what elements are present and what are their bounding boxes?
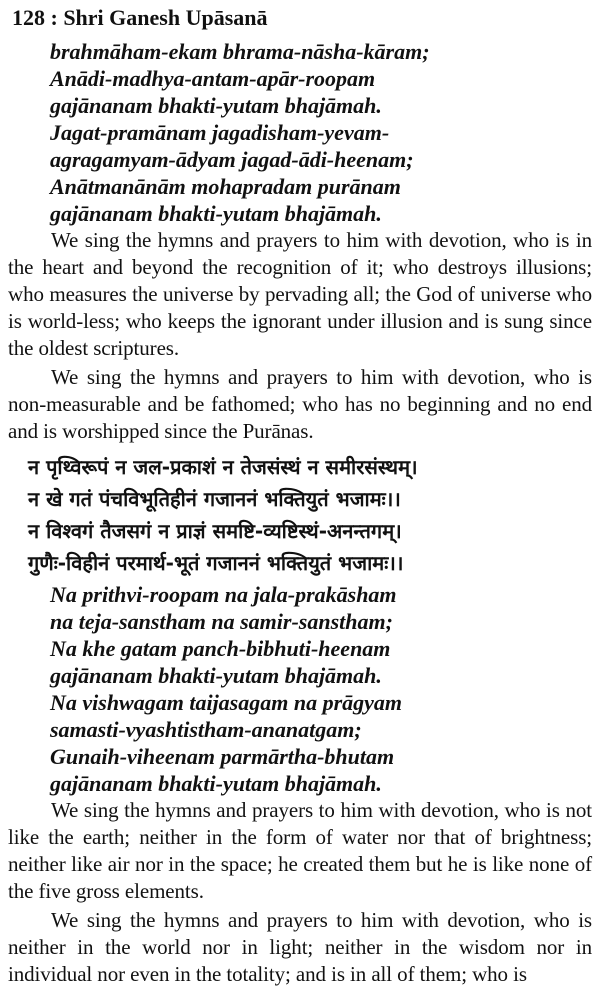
page-header: 128 : Shri Ganesh Upāsanā — [12, 5, 268, 30]
verse-line: gajānanam bhakti-yutam bhajāmah. — [50, 663, 382, 688]
translation-paragraph: We sing the hymns and prayers to him with devotion, who is in the heart and beyond the recognition of it; who destroys illusions; who measures the universe by pervading all; the God of universe who is world-less; who keeps the ignorant under illusion and is sung since the oldest scriptures. — [8, 228, 592, 360]
verse-line: Anādi-madhya-antam-apār-roopam — [50, 66, 376, 91]
translation-paragraph: We sing the hymns and prayers to him with devotion, who is non-measurable and be fathomed; who has no beginning and no end and is worshipped since the Purānas. — [8, 365, 592, 443]
sanskrit-line: न खे गतं पंचविभूतिहीनं गजाननं भक्तियुतं भजामः।। — [28, 487, 401, 511]
verse-line: Anātmanānām mohapradam purānam — [50, 174, 401, 199]
sanskrit-verse — [4, 451, 596, 579]
verse-line: Jagat-pramānam jagadisham-yevam- — [50, 120, 390, 145]
verse-line: gajānanam bhakti-yutam bhajāmah. — [50, 771, 382, 796]
verse-line: gajānanam bhakti-yutam bhajāmah. — [50, 201, 382, 226]
verse-line: gajānanam bhakti-yutam bhajāmah. — [50, 93, 382, 118]
verse-transliteration-2 — [4, 581, 596, 797]
verse-line: brahmāham-ekam bhrama-nāsha-kāram; — [50, 39, 430, 64]
translation-paragraph: We sing the hymns and prayers to him with devotion, who is neither in the world nor in light; neither in the wisdom nor in individual nor even in the totality; and is in all of them; who is — [8, 908, 592, 986]
sanskrit-line: गुणैः-विहीनं परमार्थ-भूतं गजाननं भक्तियुतं भजामः।। — [28, 551, 404, 575]
verse-line: Na prithvi-roopam na jala-prakāsham — [50, 582, 397, 607]
verse-line: agragamyam-ādyam jagad-ādi-heenam; — [50, 147, 414, 172]
verse-line: Na vishwagam taijasagam na prāgyam — [50, 690, 403, 715]
verse-line: Na khe gatam panch-bibhuti-heenam — [50, 636, 391, 661]
verse-line: samasti-vyashtistham-ananatgam; — [50, 717, 362, 742]
verse-transliteration-1 — [4, 38, 596, 227]
sanskrit-line: न पृथ्विरूपं न जल-प्रकाशं न तेजसंस्थं न समीरसंस्थम्। — [28, 455, 418, 479]
sanskrit-line: न विश्वगं तैजसगं न प्राज्ञं समष्टि-व्यष्टिस्थं-अनन्तगम्। — [28, 519, 402, 543]
verse-line: na teja-sanstham na samir-sanstham; — [50, 609, 393, 634]
translation-paragraph: We sing the hymns and prayers to him with devotion, who is not like the earth; neither in the form of water nor that of brightness; neither like air nor in the space; he created them but he is like none of the five gross elements. — [8, 798, 592, 903]
verse-line: Gunaih-viheenam parmārtha-bhutam — [50, 744, 395, 769]
